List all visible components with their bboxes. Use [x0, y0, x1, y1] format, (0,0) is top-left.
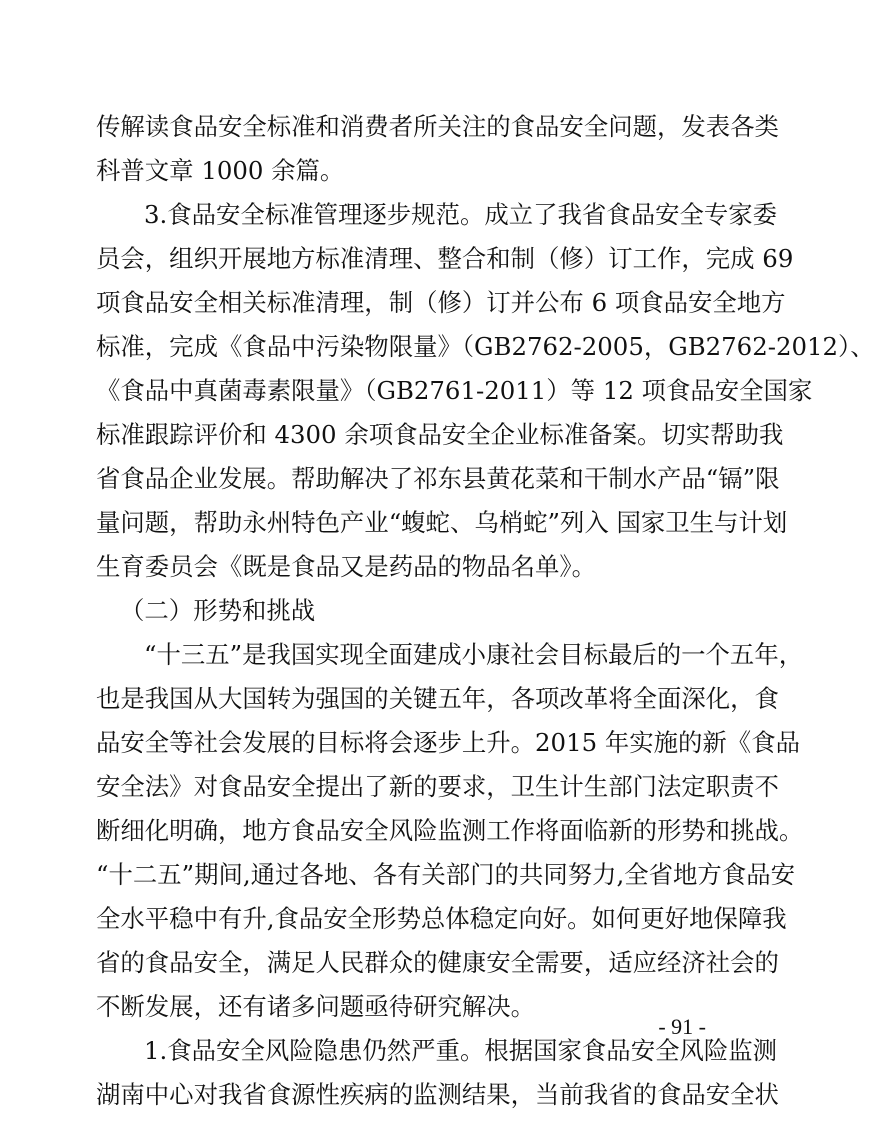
text-line: 湖南中心对我省食源性疾病的监测结果，当前我省的食品安全状: [96, 1080, 779, 1109]
text-line: 项食品安全相关标准清理，制（修）订并公布 6 项食品安全地方: [96, 288, 786, 317]
text-line: 《食品中真菌毒素限量》（GB2761-2011）等 12 项食品安全国家: [96, 376, 813, 405]
text-line: 断细化明确，地方食品安全风险监测工作将面临新的形势和挑战。: [96, 816, 804, 845]
text-line: 品安全等社会发展的目标将会逐步上升。2015 年实施的新《食品: [96, 728, 800, 757]
section-heading: （二）形势和挑战: [120, 596, 316, 625]
text-line: 科普文章 1000 余篇。: [96, 156, 345, 185]
text-line: 3.食品安全标准管理逐步规范。成立了我省食品安全专家委: [144, 200, 778, 229]
text-line: 也是我国从大国转为强国的关键五年，各项改革将全面深化，食: [96, 684, 779, 713]
text-line: 员会，组织开展地方标准清理、整合和制（修）订工作，完成 69: [96, 244, 794, 273]
text-line: 传解读食品安全标准和消费者所关注的食品安全问题，发表各类: [96, 112, 779, 141]
text-line: “十三五”是我国实现全面建成小康社会目标最后的一个五年，: [144, 640, 804, 669]
text-line: 1.食品安全风险隐患仍然严重。根据国家食品安全风险监测: [144, 1036, 778, 1065]
text-line: 量问题，帮助永州特色产业“蝮蛇、乌梢蛇”列入 国家卫生与计划: [96, 508, 788, 537]
text-line: 省食品企业发展。帮助解决了祁东县黄花菜和干制水产品“镉”限: [96, 464, 780, 493]
text-line: 生育委员会《既是食品又是药品的物品名单》。: [96, 552, 597, 581]
text-line: 全水平稳中有升,食品安全形势总体稳定向好。如何更好地保障我: [96, 904, 787, 933]
text-line: 标准，完成《食品中污染物限量》（GB2762-2005，GB2762-2012）、: [96, 332, 875, 361]
text-line: 不断发展，还有诸多问题亟待研究解决。: [96, 992, 536, 1021]
text-line: 标准跟踪评价和 4300 余项食品安全企业标准备案。切实帮助我: [96, 420, 784, 449]
text-line: 安全法》对食品安全提出了新的要求，卫生计生部门法定职责不: [96, 772, 779, 801]
text-line: 省的食品安全，满足人民群众的健康安全需要，适应经济社会的: [96, 948, 779, 977]
page-number: - 91 -: [658, 1014, 706, 1039]
text-line: “十二五”期间,通过各地、各有关部门的共同努力,全省地方食品安: [96, 860, 795, 889]
